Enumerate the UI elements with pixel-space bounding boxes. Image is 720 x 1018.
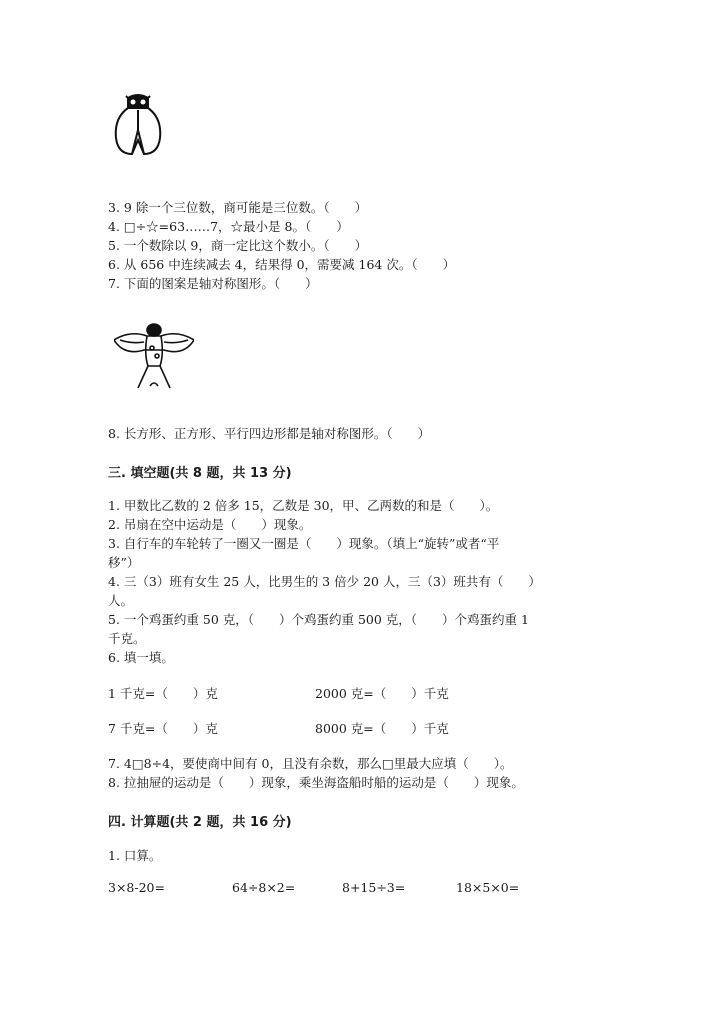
- judge-item-8: 8. 长方形、正方形、平行四边形都是轴对称图形。（ ）: [108, 426, 431, 441]
- judge-item-4: 4. □÷☆=63……7，☆最小是 8。（ ）: [108, 219, 349, 234]
- fill-item-8: 8. 拉抽屉的运动是（ ）现象，乘坐海盗船时船的运动是（ ）现象。: [108, 775, 524, 790]
- beetle-figure: [108, 90, 168, 160]
- section-heading-calc: 四. 计算题(共 2 题，共 16 分): [108, 815, 292, 830]
- fill-conv-4: 8000 克=（ ）千克: [315, 721, 449, 736]
- judge-item-5: 5. 一个数除以 9，商一定比这个数小。（ ）: [108, 238, 368, 253]
- fill-item-5-cont: 千克。: [108, 631, 146, 646]
- judge-item-3: 3. 9 除一个三位数，商可能是三位数。（ ）: [108, 200, 368, 215]
- fill-item-4-cont: 人。: [108, 593, 134, 608]
- calc-expr-3: 8+15÷3=: [342, 880, 406, 895]
- fill-conv-2: 2000 克=（ ）千克: [315, 686, 449, 701]
- calc-expr-1: 3×8-20=: [108, 880, 165, 895]
- fill-item-6: 6. 填一填。: [108, 650, 174, 665]
- fill-item-4: 4. 三（3）班有女生 25 人，比男生的 3 倍少 20 人，三（3）班共有（ ）: [108, 574, 541, 589]
- fill-conv-1: 1 千克=（ ）克: [108, 686, 218, 701]
- kite-figure: [114, 320, 194, 390]
- judge-item-6: 6. 从 656 中连续减去 4，结果得 0，需要减 164 次。（ ）: [108, 257, 456, 272]
- fill-item-3: 3. 自行车的车轮转了一圈又一圈是（ ）现象。（填上“旋转”或者“平: [108, 536, 500, 551]
- fill-item-2: 2. 吊扇在空中运动是（ ）现象。: [108, 517, 312, 532]
- fill-item-3-cont: 移”）: [108, 555, 140, 570]
- fill-conv-3: 7 千克=（ ）克: [108, 721, 218, 736]
- fill-item-1: 1. 甲数比乙数的 2 倍多 15，乙数是 30，甲、乙两数的和是（ ）。: [108, 498, 499, 513]
- fill-item-5: 5. 一个鸡蛋约重 50 克，（ ）个鸡蛋约重 500 克，（ ）个鸡蛋约重 1: [108, 612, 529, 627]
- fill-item-7: 7. 4□8÷4，要使商中间有 0，且没有余数，那么□里最大应填（ ）。: [108, 756, 513, 771]
- calc-expr-4: 18×5×0=: [456, 880, 520, 895]
- section-heading-fill: 三. 填空题(共 8 题，共 13 分): [108, 466, 292, 481]
- calc-sub-heading: 1. 口算。: [108, 848, 162, 863]
- judge-item-7: 7. 下面的图案是轴对称图形。（ ）: [108, 276, 318, 291]
- calc-expr-2: 64÷8×2=: [232, 880, 296, 895]
